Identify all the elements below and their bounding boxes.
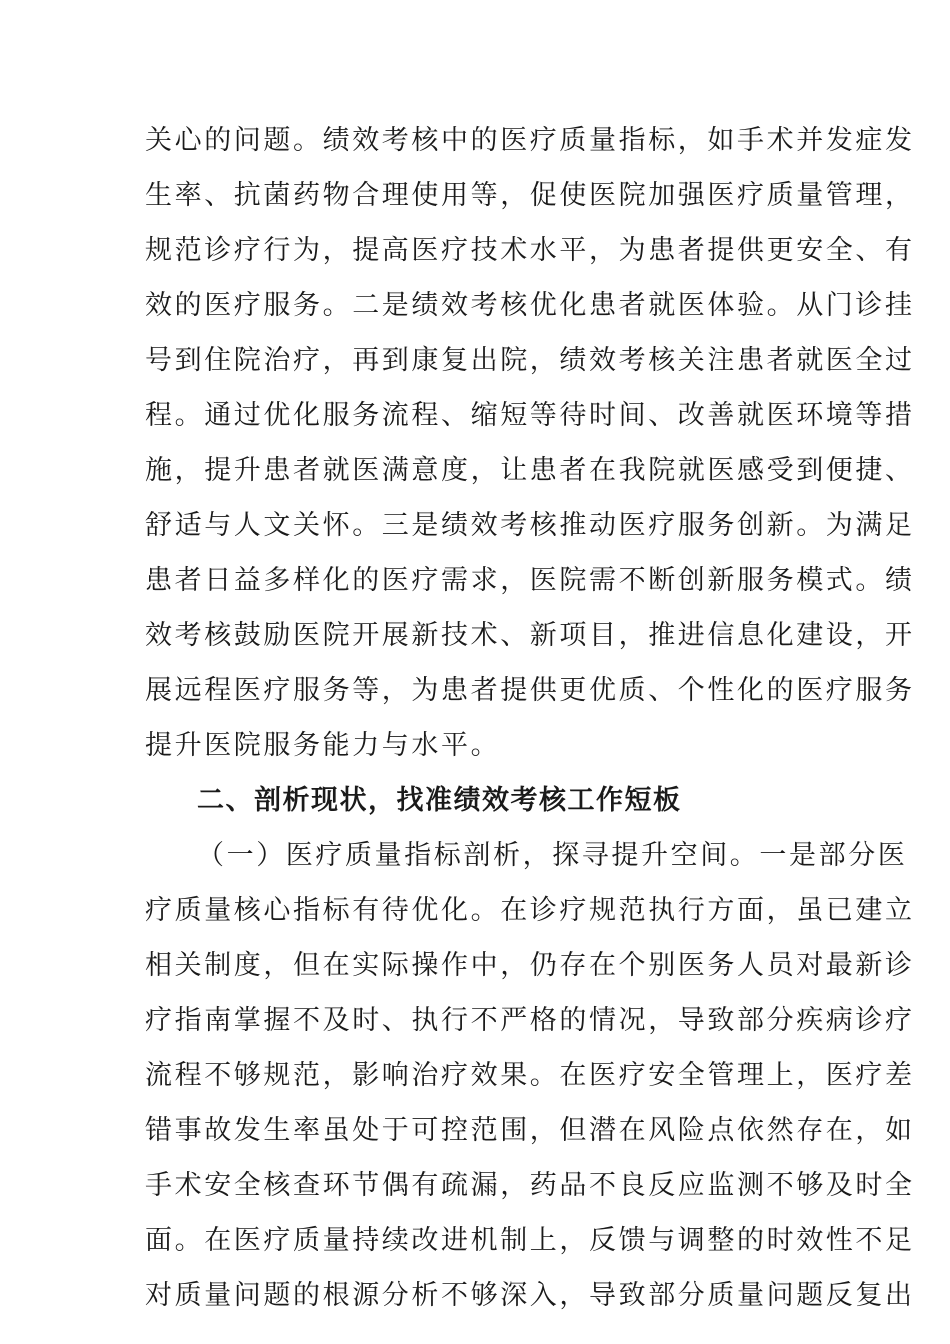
body-text-line: 提升医院服务能力与水平。: [145, 730, 501, 761]
body-text-line: 对质量问题的根源分析不够深入，导致部分质量问题反复出: [145, 1280, 915, 1311]
body-text-line: 号到住院治疗，再到康复出院，绩效考核关注患者就医全过: [145, 345, 915, 376]
subsection-first-line: （一）医疗质量指标剖析，探寻提升空间。一是部分医: [197, 840, 908, 871]
body-text-line: 错事故发生率虽处于可控范围，但潜在风险点依然存在，如: [145, 1115, 915, 1146]
section-heading: 二、剖析现状，找准绩效考核工作短板: [197, 785, 682, 816]
body-text-line: 效的医疗服务。二是绩效考核优化患者就医体验。从门诊挂: [145, 290, 915, 321]
body-text-line: 规范诊疗行为，提高医疗技术水平，为患者提供更安全、有: [145, 235, 915, 266]
body-text-line: 手术安全核查环节偶有疏漏，药品不良反应监测不够及时全: [145, 1170, 915, 1201]
body-text-line: 流程不够规范，影响治疗效果。在医疗安全管理上，医疗差: [145, 1060, 915, 1091]
body-text-line: 疗指南掌握不及时、执行不严格的情况，导致部分疾病诊疗: [145, 1005, 915, 1036]
body-text-line: 面。在医疗质量持续改进机制上，反馈与调整的时效性不足: [145, 1225, 915, 1256]
body-text-line: 相关制度，但在实际操作中，仍存在个别医务人员对最新诊: [145, 950, 915, 981]
body-text-line: 关心的问题。绩效考核中的医疗质量指标，如手术并发症发: [145, 125, 915, 156]
body-text-line: 程。通过优化服务流程、缩短等待时间、改善就医环境等措: [145, 400, 915, 431]
body-text-line: 舒适与人文关怀。三是绩效考核推动医疗服务创新。为满足: [145, 510, 915, 541]
body-text-line: 疗质量核心指标有待优化。在诊疗规范执行方面，虽已建立: [145, 895, 915, 926]
body-text-line: 生率、抗菌药物合理使用等，促使医院加强医疗质量管理，: [145, 180, 915, 211]
body-text-line: 施，提升患者就医满意度，让患者在我院就医感受到便捷、: [145, 455, 915, 486]
body-text-line: 患者日益多样化的医疗需求，医院需不断创新服务模式。绩: [145, 565, 915, 596]
body-text-line: 效考核鼓励医院开展新技术、新项目，推进信息化建设，开: [145, 620, 915, 651]
body-text-line: 展远程医疗服务等，为患者提供更优质、个性化的医疗服务: [145, 675, 915, 706]
